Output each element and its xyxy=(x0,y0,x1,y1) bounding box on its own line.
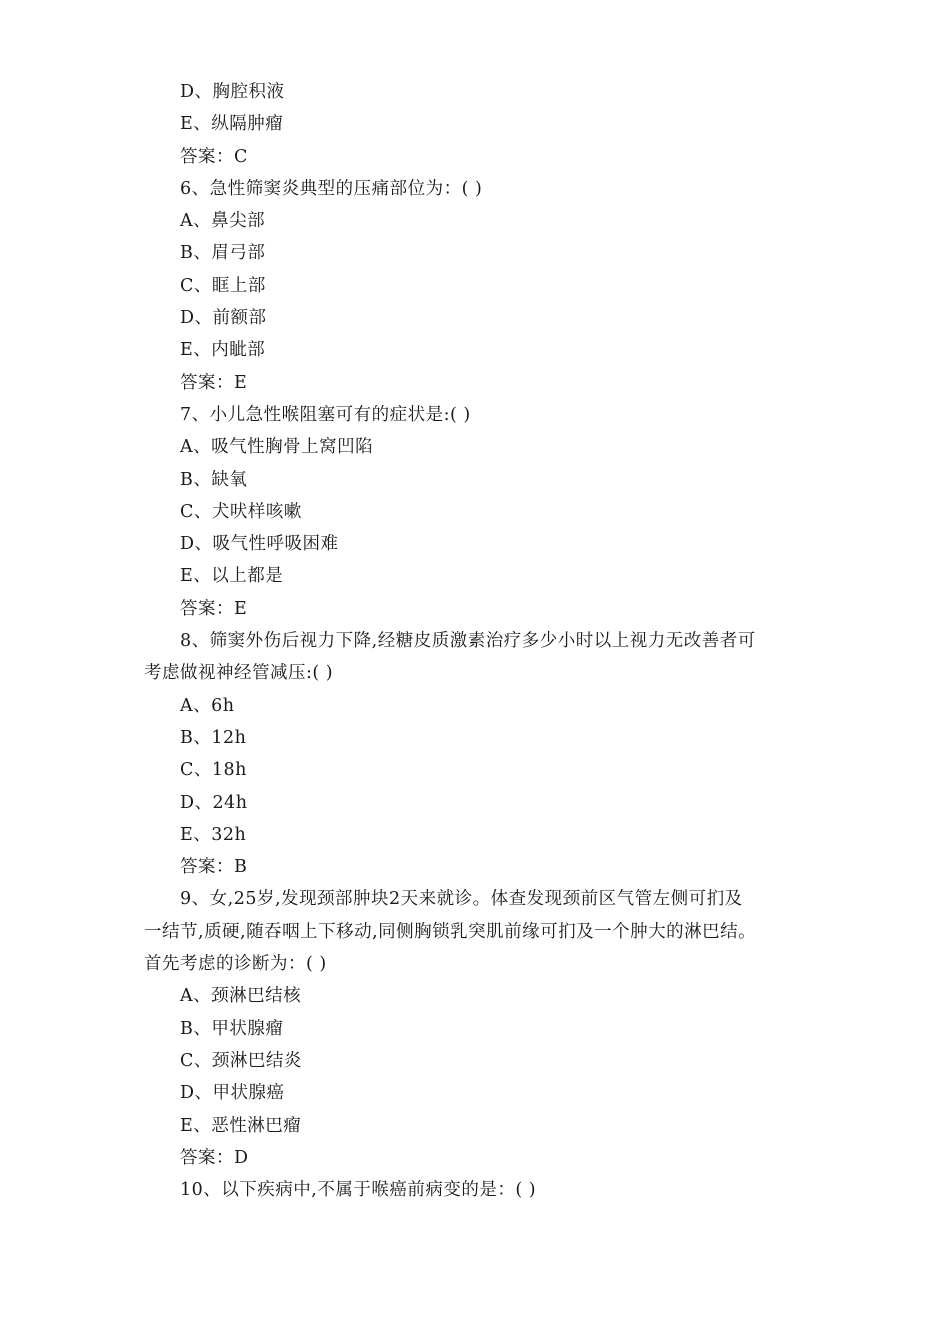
answer-line: 答案：D xyxy=(180,1147,249,1168)
option-line: E、恶性淋巴瘤 xyxy=(180,1115,302,1136)
answer-line: 答案：E xyxy=(180,372,248,393)
option-line: D、24h xyxy=(180,792,248,813)
question-line-continued: 考虑做视神经管减压:( ) xyxy=(144,663,334,684)
question-line-continued: 首先考虑的诊断为：( ) xyxy=(144,954,327,975)
option-line: D、胸腔积液 xyxy=(180,82,285,102)
question-line: 6、急性筛窦炎典型的压痛部位为：( ) xyxy=(180,178,483,199)
question-line-continued: 一结节,质硬,随吞咽上下移动,同侧胸锁乳突肌前缘可扪及一个肿大的淋巴结。 xyxy=(144,921,757,942)
answer-line: 答案：C xyxy=(180,146,248,167)
option-line: E、32h xyxy=(180,824,247,845)
option-line: C、18h xyxy=(180,760,247,781)
option-line: E、内眦部 xyxy=(180,340,266,361)
question-line: 7、小儿急性喉阻塞可有的症状是:( ) xyxy=(180,404,471,425)
option-line: A、颈淋巴结核 xyxy=(180,986,302,1007)
option-line: B、12h xyxy=(180,727,247,748)
option-line: D、前额部 xyxy=(180,308,267,329)
answer-line: 答案：B xyxy=(180,857,248,878)
option-line: C、颈淋巴结炎 xyxy=(180,1050,302,1071)
question-line: 8、筛窦外伤后视力下降,经糖皮质激素治疗多少小时以上视力无改善者可 xyxy=(180,631,756,652)
option-line: E、以上都是 xyxy=(180,566,284,587)
option-line: E、纵隔肿瘤 xyxy=(180,114,284,135)
question-line: 9、女,25岁,发现颈部肿块2天来就诊。体查发现颈前区气管左侧可扪及 xyxy=(180,889,743,910)
option-line: B、眉弓部 xyxy=(180,243,266,264)
option-line: D、吸气性呼吸困难 xyxy=(180,534,339,555)
question-line: 10、以下疾病中,不属于喉癌前病变的是：( ) xyxy=(180,1180,537,1201)
document-body xyxy=(144,76,804,1206)
option-line: D、甲状腺癌 xyxy=(180,1083,285,1104)
option-line: C、眶上部 xyxy=(180,275,266,296)
option-line: A、吸气性胸骨上窝凹陷 xyxy=(180,437,374,458)
answer-line: 答案：E xyxy=(180,598,248,619)
option-line: A、6h xyxy=(180,695,235,716)
option-line: B、缺氧 xyxy=(180,469,248,490)
option-line: A、鼻尖部 xyxy=(180,211,266,232)
option-line: C、犬吠样咳嗽 xyxy=(180,501,302,522)
option-line: B、甲状腺瘤 xyxy=(180,1018,284,1039)
